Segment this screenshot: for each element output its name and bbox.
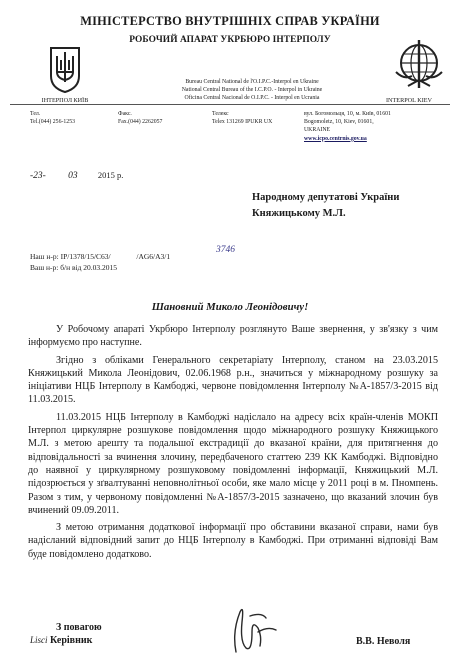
tel-label: Тел. <box>30 111 41 117</box>
fax-label: Факс. <box>118 111 132 117</box>
addressee-title: Народному депутатові України <box>252 192 400 203</box>
date-year: 2015 р. <box>97 170 124 180</box>
handwritten-initials: Lisci <box>30 635 48 645</box>
addressee-block <box>252 190 399 222</box>
contact-telex <box>212 110 272 126</box>
date-day: -23- <box>30 171 46 181</box>
your-ref: Ваш н-р: б/н від 20.03.2015 <box>30 262 118 272</box>
closing-block <box>30 622 102 647</box>
contact-address <box>304 110 391 143</box>
contact-fax <box>118 110 162 126</box>
fax-value: Fax.(044) 2262057 <box>118 119 163 126</box>
apparatus-title: РОБОЧИЙ АПАРАТ УКРБЮРО ІНТЕРПОЛУ <box>129 35 331 45</box>
ministry-title: МІНІСТЕРСТВО ВНУТРІШНІХ СПРАВ УКРАЇНИ <box>80 14 380 28</box>
signature-icon <box>222 602 282 658</box>
left-emblem-label: ІНТЕРПОЛ КИЇВ <box>41 97 89 104</box>
tel-value: Tel.(044) 256-1253 <box>30 119 75 126</box>
paragraph-4: З метою отримання додаткової інформації про обставини вказаної справи, нами був надісланий відповідний запит до НЦБ Інтерполу в Камбоджі. При отриманні відповіді Вам буде повідомлено додатково. <box>28 522 438 560</box>
signatory-name: В.В. Неволя <box>356 636 411 647</box>
right-emblem-label: INTERPOL KIEV <box>386 97 432 104</box>
paragraph-2: Згідно з обліками Генерального секретаріату Інтерполу, станом на 23.03.2015 Княжицький Микола Леонідович, 02.06.1968 р.н., значиться у міжнародному розшуку за ініціативи НЦБ Інтерполу в Камбоджі, червоне повідомлення Інтерполу №А-1857/3-2015 від 11.03.2015. <box>28 354 438 406</box>
registration-stamp-number: 3746 <box>216 245 235 255</box>
addressee-name: Княжицькому М.Л. <box>252 208 346 220</box>
address-line: вул. Богомольця, 10, м. Київ, 01601 <box>304 111 391 117</box>
address-line: Bogomoletz, 10, Kiev, 01601, <box>304 119 374 126</box>
address-line: UKRAINE <box>304 127 331 134</box>
telex-label: Телекс <box>212 111 229 117</box>
telex-value: Telex 131269 IPUKR UX <box>212 119 273 126</box>
paragraph-3: 11.03.2015 НЦБ Інтерполу в Камбоджі надіслало на адресу всіх країн-членів МОКП Інтерпол циркулярне розшукове повідомлення щодо міжнародного розшуку Княжицького М.Л. з метою арешту та подальшої екстрадиції до вказаної країни, для притягнення до відповідальності за вчинення злочину, передбаченого статтею 239 КК Камбоджі. Відповідно до наявної у циркулярному розшуковому повідомленні інформації, Княжицький М.Л. підозрюється у зґвалтуванні неповнолітньої особи, яке мало місце у 2011 році в м. Пномпень. Разом з тим, у червоному повідомленні №А-1857/3-2015 зазначено, що вказаний злочин був вчинений 09.09.2011. <box>28 411 438 516</box>
header-divider <box>10 104 450 105</box>
website-link[interactable]: www.icpo.centrnis.gov.ua <box>304 135 367 142</box>
interpol-logo-icon <box>390 36 448 94</box>
paragraph-1: У Робочому апараті Укрбюро Інтерполу розглянуто Ваше звернення, у зв'язку з чим інформуємо про наступне. <box>28 324 438 349</box>
our-ref-tail: /AG6/A3/1 <box>136 252 171 261</box>
reference-numbers <box>30 252 170 273</box>
salutation: Шановний Миколо Леонідовичу! <box>151 301 309 313</box>
bureau-line-fr: Bureau Central National de l'O.I.P.C.-Interpol en Ukraine <box>185 79 319 85</box>
closing-head: Керівник <box>50 635 93 646</box>
closing-position <box>30 634 102 647</box>
contact-tel <box>30 110 75 126</box>
closing-regards: З повагою <box>56 622 102 633</box>
bureau-line-en: National Central Bureau of the I.C.P.O. - Interpol in Ukraine <box>181 87 323 93</box>
letter-date <box>30 170 123 181</box>
letter-body <box>28 323 438 565</box>
bureau-line-es: Oficina Central Nacional de O.I.P.C. - Interpol en Ucrania <box>184 95 320 101</box>
date-month: 03 <box>68 171 78 181</box>
our-ref: Наш н-р: ІР/1378/15/С63/ <box>30 252 111 261</box>
trident-emblem-icon <box>48 46 82 94</box>
